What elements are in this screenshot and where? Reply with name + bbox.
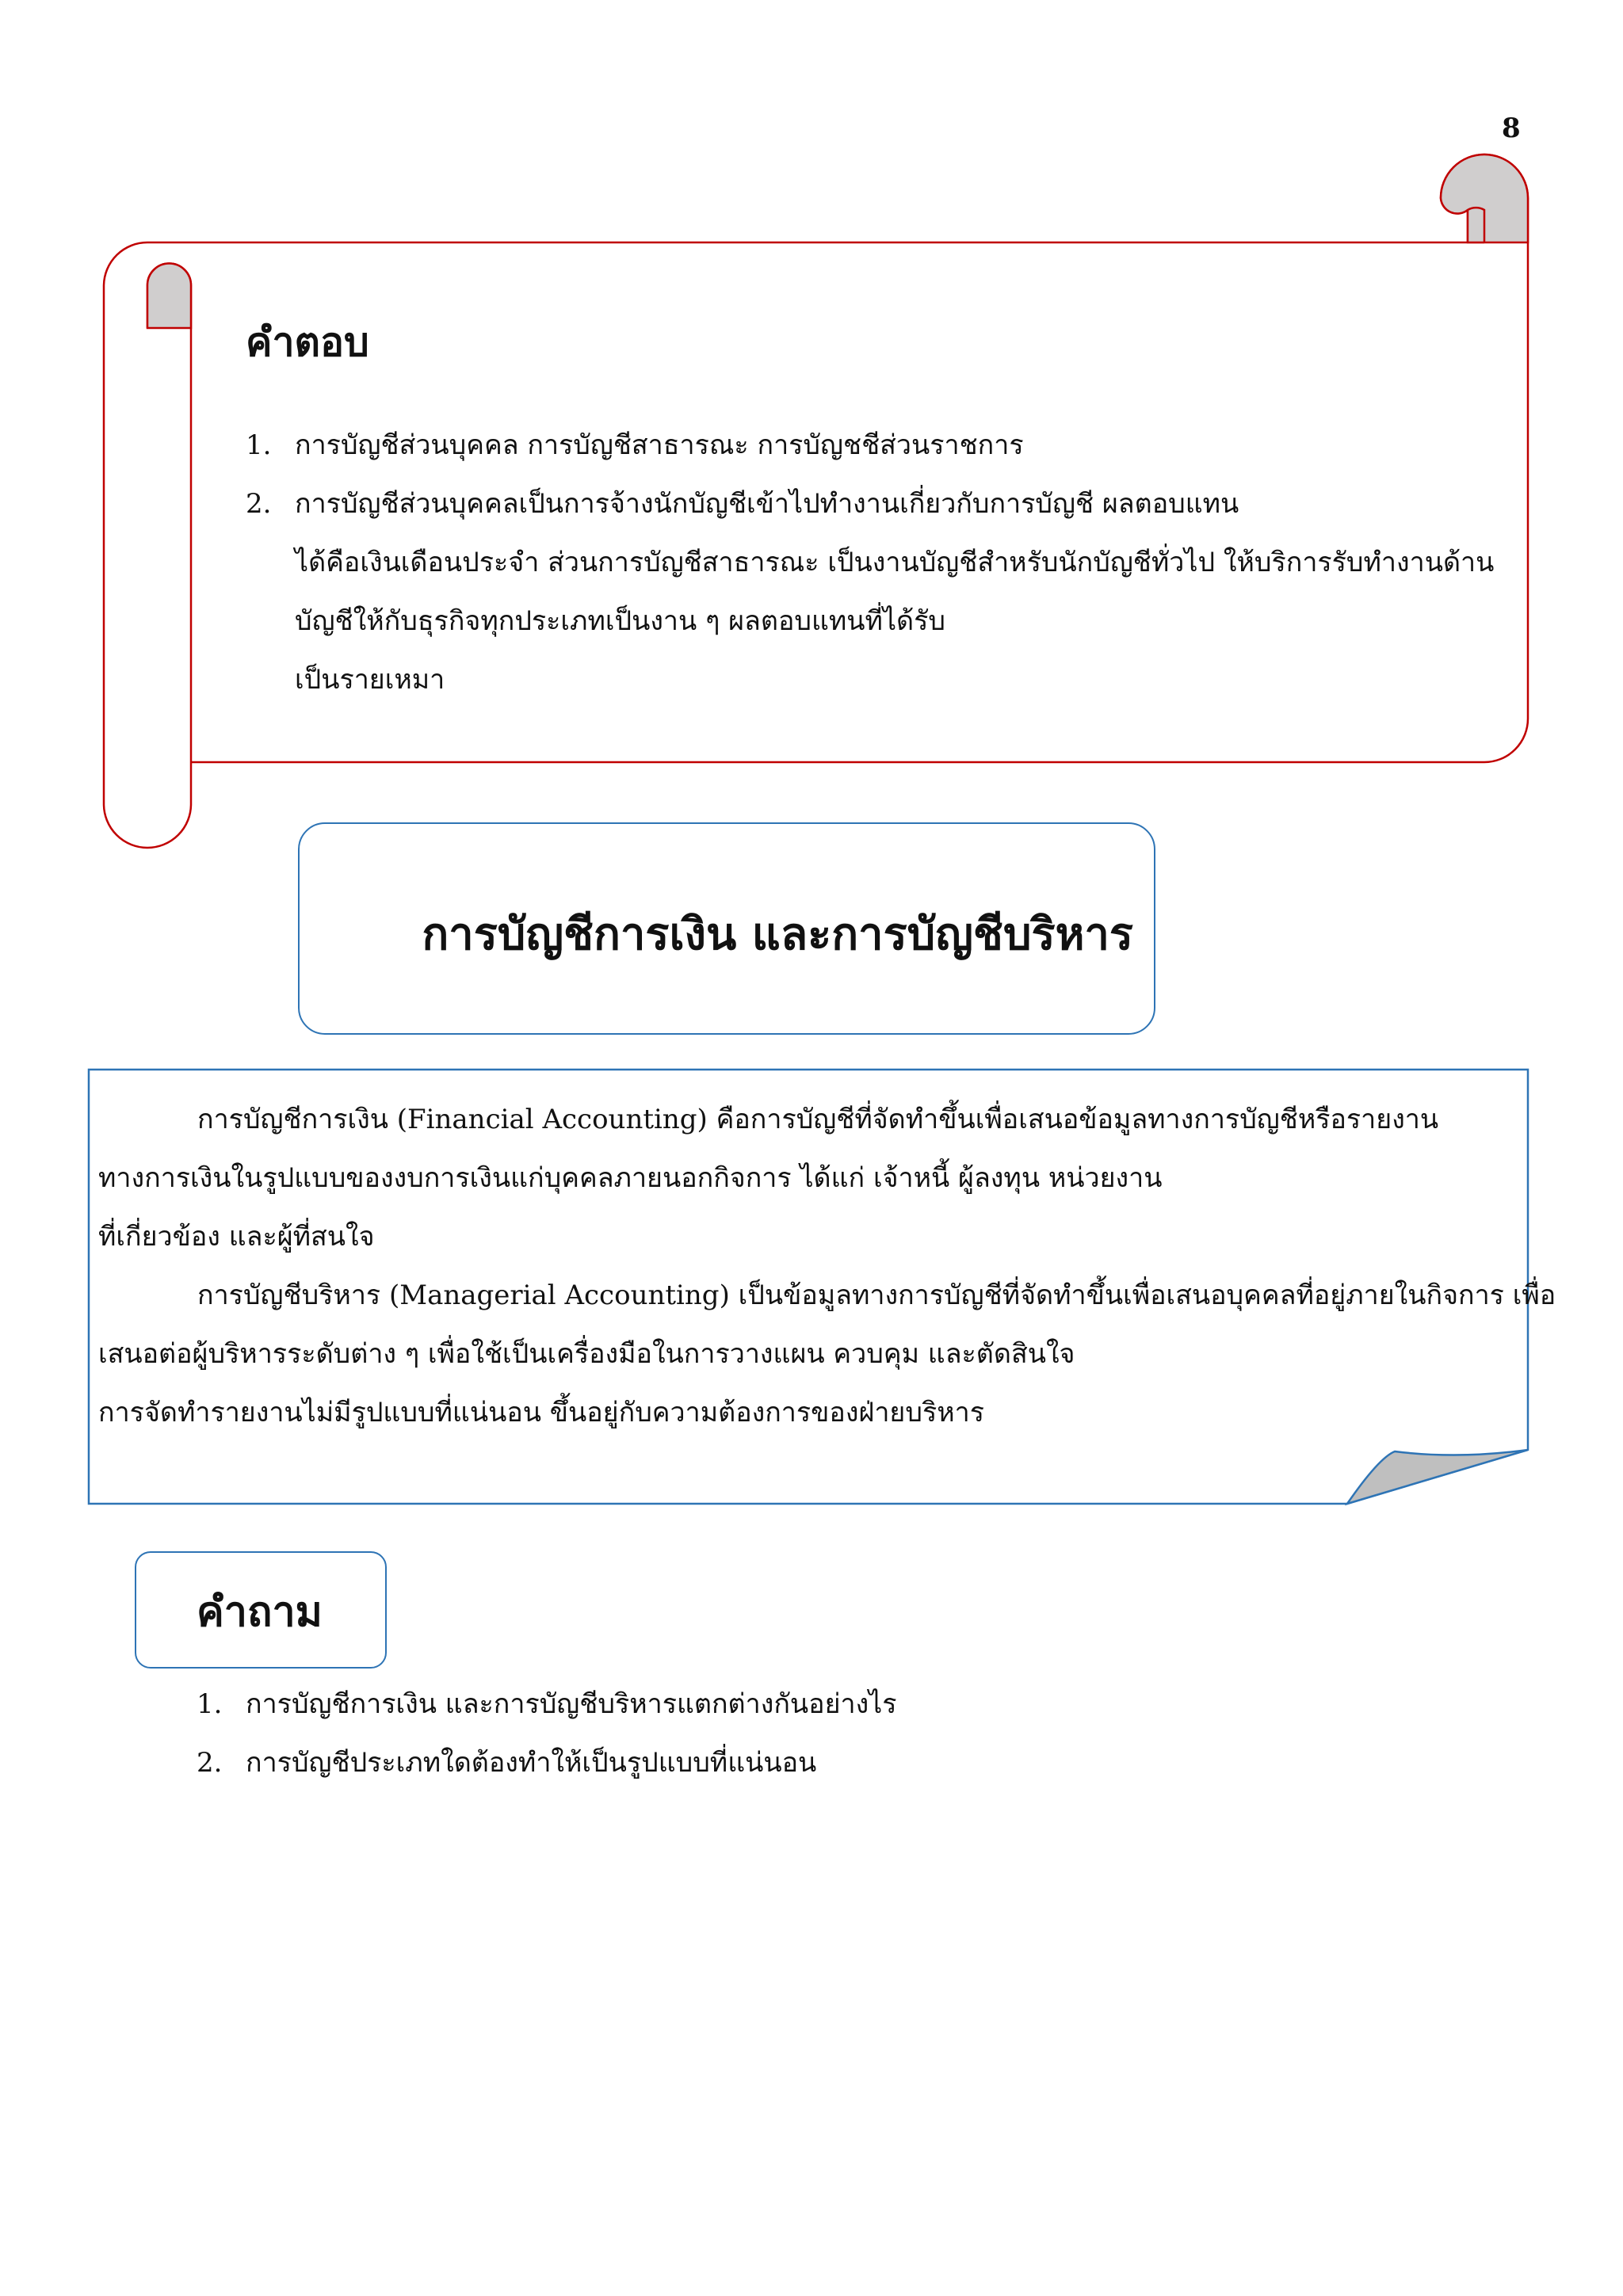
question-list	[197, 1675, 897, 1792]
paragraph-line: เสนอต่อผู้บริหารระดับต่าง ๆ เพื่อใช้เป็นเครื่องมือในการวางแผน ควบคุม และตัดสินใจ	[98, 1338, 1075, 1370]
question-heading-box	[135, 1551, 387, 1669]
paragraph-line: การบัญชีการเงิน (Financial Accounting) คือการบัญชีที่จัดทำขึ้นเพื่อเสนอข้อมูลทางการบัญชีหรือรายงาน	[197, 1104, 1439, 1135]
paragraph-line: ที่เกี่ยวข้อง และผู้ที่สนใจ	[98, 1221, 375, 1253]
answer-item-number: 1.	[246, 429, 272, 461]
question-heading: คำถาม	[197, 1588, 323, 1636]
answer-item-continuation: ได้คือเงินเดือนประจำ ส่วนการบัญชีสาธารณะ เป็นงานบัญชีสำหรับนักบัญชีทั่วไป ให้บริการรับทำงานด้าน	[295, 547, 1495, 578]
answer-item	[246, 475, 1529, 533]
page-number: 8	[1502, 113, 1521, 144]
question-text: การบัญชีประเภทใดต้องทำให้เป็นรูปแบบที่แน่นอน	[246, 1747, 817, 1779]
answer-heading: คำตอบ	[246, 318, 369, 365]
answer-item-continuation: เป็นรายเหมา	[295, 664, 445, 696]
paragraph-line: การบัญชีบริหาร (Managerial Accounting) เป็นข้อมูลทางการบัญชีที่จัดทำขึ้นเพื่อเสนอบุคคลที่อยู่ภายในกิจการ เพื่อ	[197, 1280, 1556, 1311]
question-text: การบัญชีการเงิน และการบัญชีบริหารแตกต่างกันอย่างไร	[246, 1688, 897, 1720]
question-item	[197, 1733, 897, 1792]
question-item	[197, 1675, 897, 1733]
answer-item-number: 2.	[246, 488, 272, 520]
question-number: 1.	[197, 1688, 223, 1720]
answer-item-continuation: บัญชีให้กับธุรกิจทุกประเภทเป็นงาน ๆ ผลตอบแทนที่ได้รับ	[295, 605, 945, 637]
answer-list	[246, 416, 1529, 709]
scroll-curl-right	[1441, 154, 1528, 242]
question-number: 2.	[197, 1747, 223, 1779]
answer-item	[246, 416, 1529, 475]
content-text	[98, 1090, 1556, 1442]
section-title-box	[298, 822, 1155, 1035]
section-title: การบัญชีการเงิน และการบัญชีบริหาร	[422, 908, 1133, 960]
paragraph-line: การจัดทำรายงานไม่มีรูปแบบที่แน่นอน ขึ้นอยู่กับความต้องการของฝ่ายบริหาร	[98, 1397, 984, 1428]
answer-item-text: การบัญชีส่วนบุคคล การบัญชีสาธารณะ การบัญชชีส่วนราชการ	[295, 429, 1024, 461]
answer-item-text: การบัญชีส่วนบุคคลเป็นการจ้างนักบัญชีเข้าไปทำงานเกี่ยวกับการบัญชี ผลตอบแทน	[295, 488, 1239, 520]
paragraph-line: ทางการเงินในรูปแบบของงบการเงินแก่บุคคลภายนอกกิจการ ได้แก่ เจ้าหนี้ ผู้ลงทุน หน่วยงาน	[98, 1162, 1163, 1194]
content-box	[89, 1070, 1556, 1504]
scroll-curl-left	[147, 264, 191, 328]
